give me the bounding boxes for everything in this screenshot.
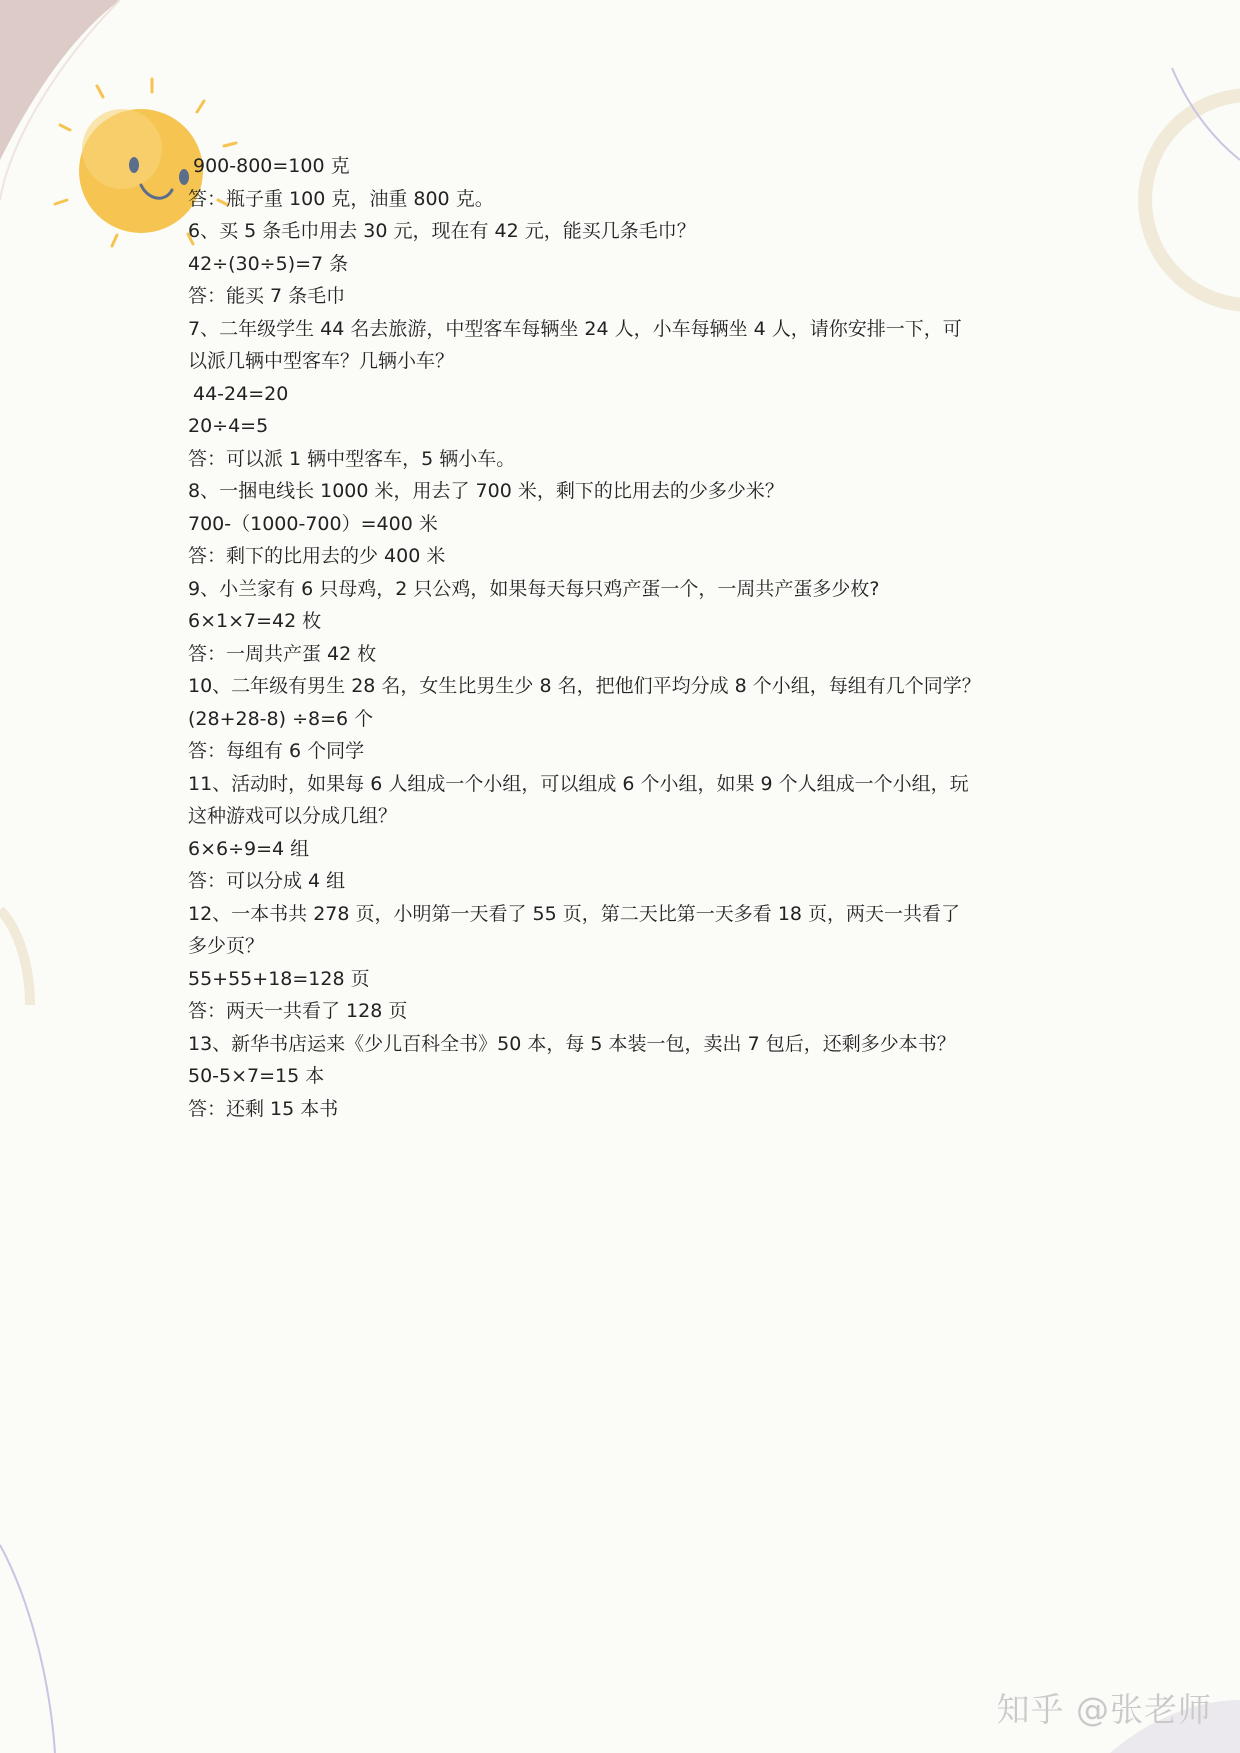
text-line: 900-800=100 克 bbox=[193, 155, 350, 177]
ring-right bbox=[1145, 95, 1240, 305]
text-line: 11、活动时，如果每 6 人组成一个小组，可以组成 6 个小组，如果 9 个人组成一个小组，玩 bbox=[188, 772, 969, 795]
watermark: 知乎 @张老师 bbox=[996, 1690, 1212, 1729]
text-line: 6×6÷9=4 组 bbox=[188, 837, 310, 860]
text-line: 答：瓶子重 100 克，油重 800 克。 bbox=[188, 187, 494, 210]
text-line: 答：可以分成 4 组 bbox=[188, 870, 346, 892]
text-line: 42÷(30÷5)=7 条 bbox=[188, 252, 349, 275]
text-line: 13、新华书店运来《少儿百科全书》50 本，每 5 本装一包，卖出 7 包后，还剩多少本书？ bbox=[188, 1032, 956, 1055]
text-line: 10、二年级有男生 28 名，女生比男生少 8 名，把他们平均分成 8 个小组，每组有几个同学？ bbox=[188, 675, 981, 697]
curve-bottom-left bbox=[0, 1545, 55, 1753]
text-line: 7、二年级学生 44 名去旅游，中型客车每辆坐 24 人，小车每辆坐 4 人，请你安排一下，可 bbox=[188, 317, 962, 340]
text-line: (28+28-8) ÷8=6 个 bbox=[188, 707, 374, 730]
text-line: 答：可以派 1 辆中型客车，5 辆小车。 bbox=[188, 447, 516, 470]
text-line: 答：还剩 15 本书 bbox=[188, 1097, 339, 1120]
answer-text-block bbox=[188, 150, 1068, 1125]
arc-left-middle bbox=[0, 910, 30, 1005]
text-line: 答：一周共产蛋 42 枚 bbox=[188, 642, 377, 665]
text-line: 多少页？ bbox=[188, 935, 265, 957]
text-line: 9、小兰家有 6 只母鸡，2 只公鸡，如果每天每只鸡产蛋一个，一周共产蛋多少枚? bbox=[188, 577, 880, 600]
text-line: 这种游戏可以分成几组？ bbox=[188, 805, 398, 827]
text-line: 700-（1000-700）=400 米 bbox=[188, 512, 438, 535]
text-line: 20÷4=5 bbox=[188, 415, 269, 437]
text-line: 8、一捆电线长 1000 米，用去了 700 米，剩下的比用去的少多少米？ bbox=[188, 480, 784, 502]
text-line: 6、买 5 条毛巾用去 30 元，现在有 42 元，能买几条毛巾？ bbox=[188, 220, 696, 242]
text-line: 答：每组有 6 个同学 bbox=[188, 740, 365, 762]
text-line: 答：能买 7 条毛巾 bbox=[188, 285, 346, 307]
text-line: 44-24=20 bbox=[193, 382, 289, 405]
text-line: 55+55+18=128 页 bbox=[188, 967, 370, 990]
text-line: 6×1×7=42 枚 bbox=[188, 610, 322, 632]
text-line: 50-5×7=15 本 bbox=[188, 1065, 325, 1087]
text-line: 答：两天一共看了 128 页 bbox=[188, 1000, 408, 1022]
text-line: 答：剩下的比用去的少 400 米 bbox=[188, 545, 446, 567]
text-line: 以派几辆中型客车？几辆小车？ bbox=[188, 350, 455, 372]
text-line: 12、一本书共 278 页，小明第一天看了 55 页，第二天比第一天多看 18 页，两天一共看了 bbox=[188, 902, 961, 925]
